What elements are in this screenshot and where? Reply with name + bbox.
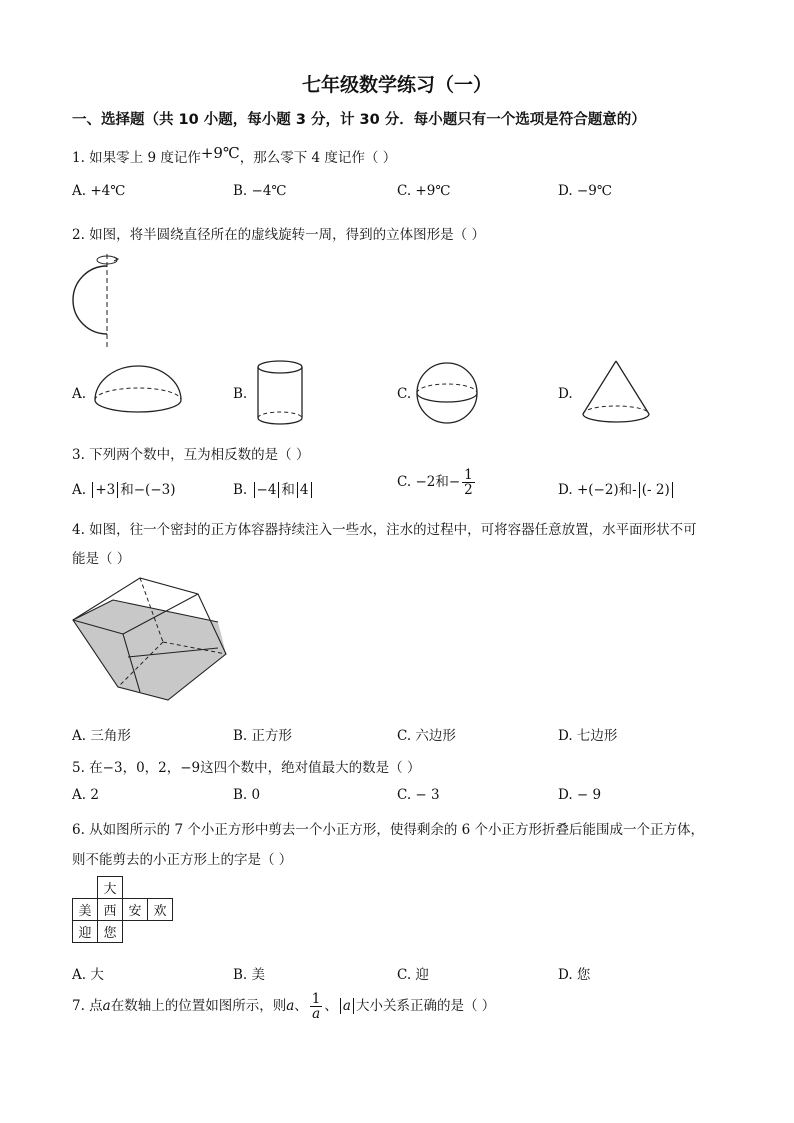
q3-option-a[interactable]	[72, 478, 176, 498]
semicircle-rotation-figure	[66, 250, 136, 352]
q3-option-d[interactable]	[558, 478, 675, 498]
cube-net-figure	[72, 876, 173, 943]
q3-b-abs2: 4	[297, 482, 312, 498]
q3-a-neg: −(−3)	[133, 482, 176, 498]
q7-mid: 在数轴上的位置如图所示，则	[110, 998, 287, 1015]
q1-option-c[interactable]: C. +9℃	[397, 183, 451, 199]
q1-option-d[interactable]: D. −9℃	[558, 183, 612, 199]
q2-option-b-label[interactable]: B.	[233, 386, 248, 402]
q2-option-d-label[interactable]: D.	[558, 386, 573, 402]
cube-water-figure	[68, 572, 234, 708]
q6-option-b[interactable]: B. 美	[233, 967, 266, 983]
page-title: 七年级数学练习（一）	[301, 74, 492, 96]
net-cell-ying: 迎	[73, 921, 98, 943]
q4-option-b[interactable]: B. 正方形	[233, 728, 293, 744]
q3-d-label: D.	[558, 482, 573, 498]
q3-a-and: 和	[120, 482, 134, 498]
net-cell-mei: 美	[73, 899, 98, 921]
question-3-stem: 3. 下列两个数中，互为相反数的是（ ）	[72, 447, 310, 463]
q7-abs-a: a	[340, 998, 354, 1014]
net-cell-huan: 欢	[148, 899, 173, 921]
net-cell-an: 安	[123, 899, 148, 921]
q3-d-pre: +(−2)和-	[576, 482, 637, 498]
question-6-stem-line2: 则不能剪去的小正方形上的字是（ ）	[72, 852, 293, 868]
q3-b-abs1: −4	[254, 482, 280, 498]
q7-post: 大小关系正确的是（ ）	[355, 998, 496, 1015]
q6-option-c[interactable]: C. 迎	[397, 967, 429, 983]
q5-option-c[interactable]: C. − 3	[397, 787, 440, 803]
q3-b-label: B.	[233, 482, 248, 498]
q3-a-label: A.	[72, 482, 87, 498]
semicircle-arc	[73, 266, 107, 334]
q3-option-b[interactable]	[233, 478, 314, 498]
question-7-stem	[72, 992, 495, 1021]
q3-b-and: 和	[281, 482, 295, 498]
q5-option-d[interactable]: D. − 9	[558, 787, 602, 803]
q5-option-b[interactable]: B. 0	[233, 787, 261, 803]
question-4-stem-line2: 能是（ ）	[72, 551, 131, 567]
q6-option-d[interactable]: D. 您	[558, 967, 591, 983]
q3-option-c[interactable]	[397, 468, 477, 497]
sphere-figure	[414, 360, 480, 426]
question-4-stem-line1: 4. 如图，往一个密封的正方体容器持续注入一些水，注水的过程中，可将容器任意放置，水平面形状不可	[72, 522, 697, 538]
q6-option-a[interactable]: A. 大	[72, 967, 104, 983]
question-6-stem-line1: 6. 从如图所示的 7 个小正方形中剪去一个小正方形，使得剩余的 6 个小正方形折叠后能围成一个正方体，	[72, 822, 705, 838]
q4-option-a[interactable]: A. 三角形	[72, 728, 131, 744]
q7-var-a: a	[102, 998, 111, 1015]
q7-pre: 7. 点	[72, 998, 103, 1015]
q1-stem-value: +9℃	[200, 144, 240, 162]
q1-stem-b: ，那么零下 4 度记作（ ）	[239, 150, 397, 166]
q5-option-a[interactable]: A. 2	[72, 787, 99, 803]
hemisphere-figure	[90, 362, 186, 428]
q1-option-a[interactable]: A. +4℃	[72, 183, 126, 199]
q7-sep: 、	[294, 998, 308, 1015]
q2-option-a-label[interactable]: A.	[72, 386, 87, 402]
q3-c-pre: −2和−	[415, 474, 461, 491]
question-1-stem	[72, 146, 396, 166]
q3-c-label: C.	[397, 474, 412, 491]
net-cell-xi: 西	[98, 899, 123, 921]
cone-figure	[578, 358, 654, 428]
net-cell-nin: 您	[98, 921, 123, 943]
q3-c-fraction: $\frac{1}{2}$	[464, 467, 473, 499]
question-5-stem: 5. 在−3，0，2，−9这四个数中，绝对值最大的数是（ ）	[72, 760, 421, 776]
q4-option-d[interactable]: D. 七边形	[558, 728, 618, 744]
cylinder-figure	[252, 358, 308, 430]
q7-sep2: 、	[324, 998, 338, 1015]
q3-d-abs: (- 2)	[639, 482, 673, 498]
question-2-stem: 2. 如图，将半圆绕直径所在的虚线旋转一周，得到的立体图形是（ ）	[72, 227, 485, 243]
net-cell-da: 大	[98, 877, 123, 899]
q2-option-c-label[interactable]: C.	[397, 386, 412, 402]
q7-var-a2: a	[286, 998, 295, 1015]
q3-a-abs: +3	[92, 482, 118, 498]
q1-option-b[interactable]: B. −4℃	[233, 183, 287, 199]
q1-stem-a: 1. 如果零上 9 度记作	[72, 150, 201, 166]
section-header: 一、选择题（共 10 小题，每小题 3 分，计 30 分．每小题只有一个选项是符合题意的）	[72, 112, 646, 128]
q4-option-c[interactable]: C. 六边形	[397, 728, 456, 744]
q7-reciprocal-fraction: $\frac{1}{a}$	[311, 991, 321, 1023]
